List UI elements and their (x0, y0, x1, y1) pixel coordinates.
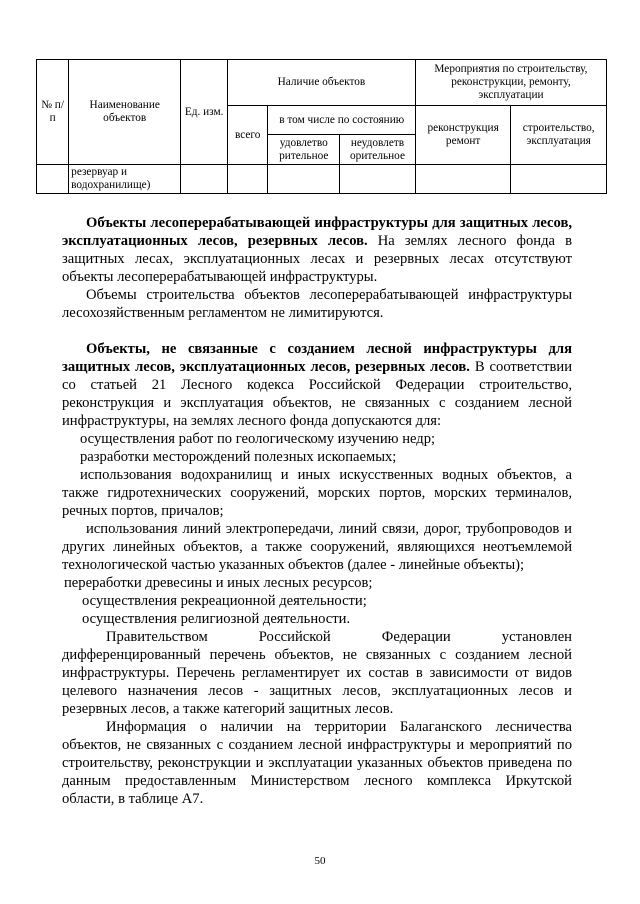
section2-heading: Объекты, не связанные с созданием лесной инфраструктуры для защитных лесов, эксплуатационных лесов, резервных лесов. (62, 341, 572, 375)
header-reconstruction: реконструкция ремонт (415, 106, 511, 165)
table-row (37, 165, 607, 194)
section1-text: На землях лесного фонда в защитных лесах, эксплуатационных лесах и резервных лесах отсутствуют объекты лесоперерабатывающей инфраструктуры. (62, 233, 572, 285)
header-total: всего (227, 106, 267, 165)
header-availability: Наличие объектов (227, 60, 415, 106)
list-item: переработки древесины и иных лесных ресурсов; (64, 575, 373, 591)
header-construction: строительство, эксплуатация (511, 106, 607, 165)
list-item: осуществления работ по геологическому изучению недр; (80, 431, 436, 447)
section1-heading: Объекты лесоперерабатывающей инфраструктуры для защитных лесов, эксплуатационных лесов, резервных лесов. (62, 215, 572, 249)
row-name-cell: резервуар и водохранилище) (69, 165, 181, 194)
objects-table (36, 59, 607, 194)
table-cell (37, 165, 69, 194)
list-item: разработки месторождений полезных ископаемых; (80, 449, 397, 465)
list-item: осуществления религиозной деятельности. (82, 611, 351, 627)
government-paragraph: Правительством Российской Федерации установлен дифференцированный перечень объектов, не связанных с созданием лесной инфраструктуры. Перечень регламентирует их состав в зависимости от видов целевого назначения лесов - защитных лесов, эксплуатационных лесов и резервных лесов, а также категорий защитных лесов. (62, 629, 572, 717)
body-text (62, 214, 572, 808)
table-cell (181, 165, 228, 194)
table-cell (227, 165, 267, 194)
section1-para2: Объемы строительства объектов лесоперерабатывающей инфраструктуры лесохозяйственным регламентом не лимитируются. (62, 287, 572, 321)
section1-paragraph (62, 214, 572, 286)
info-paragraph: Информация о наличии на территории Балаганского лесничества объектов, не связанных с созданием лесной инфраструктуры и мероприятий по строительству, реконструкции и эксплуатации указанных объектов приведена по данным предоставленным Министерством лесного комплекса Иркутской области, в таблице А7. (62, 719, 572, 807)
header-satisfactory: удовлетво рительное (268, 135, 340, 165)
header-unsatisfactory: неудовлетв орительное (340, 135, 416, 165)
table-cell (268, 165, 340, 194)
table-cell (511, 165, 607, 194)
header-by-state: в том числе по состоянию (268, 106, 415, 135)
header-num: № п/п (37, 60, 69, 165)
list-item: использования линий электропередачи, линий связи, дорог, трубопроводов и других линейных объектов, а также сооружений, являющихся неотъемлемой технологической частью указанных объектов (далее - линейные объекты); (62, 521, 572, 573)
section2-text: В соответствии со статьей 21 Лесного кодекса Российской Федерации строительство, реконструкция и эксплуатация объектов, не связанных с созданием лесной инфраструктуры, на землях лесного фонда допускаются для: (62, 359, 573, 429)
table-cell (415, 165, 511, 194)
list-item: использования водохранилищ и иных искусственных водных объектов, а также гидротехнических сооружений, морских портов, морских терминалов, речных портов, причалов; (62, 467, 572, 519)
header-measures: Мероприятия по строительству, реконструкции, ремонту, эксплуатации (415, 60, 606, 106)
list-item: осуществления рекреационной деятельности; (82, 593, 367, 609)
header-unit: Ед. изм. (181, 60, 228, 165)
page-number: 50 (314, 855, 326, 867)
header-name: Наименование объектов (69, 60, 181, 165)
table-cell (340, 165, 416, 194)
section2-paragraph (62, 340, 572, 430)
